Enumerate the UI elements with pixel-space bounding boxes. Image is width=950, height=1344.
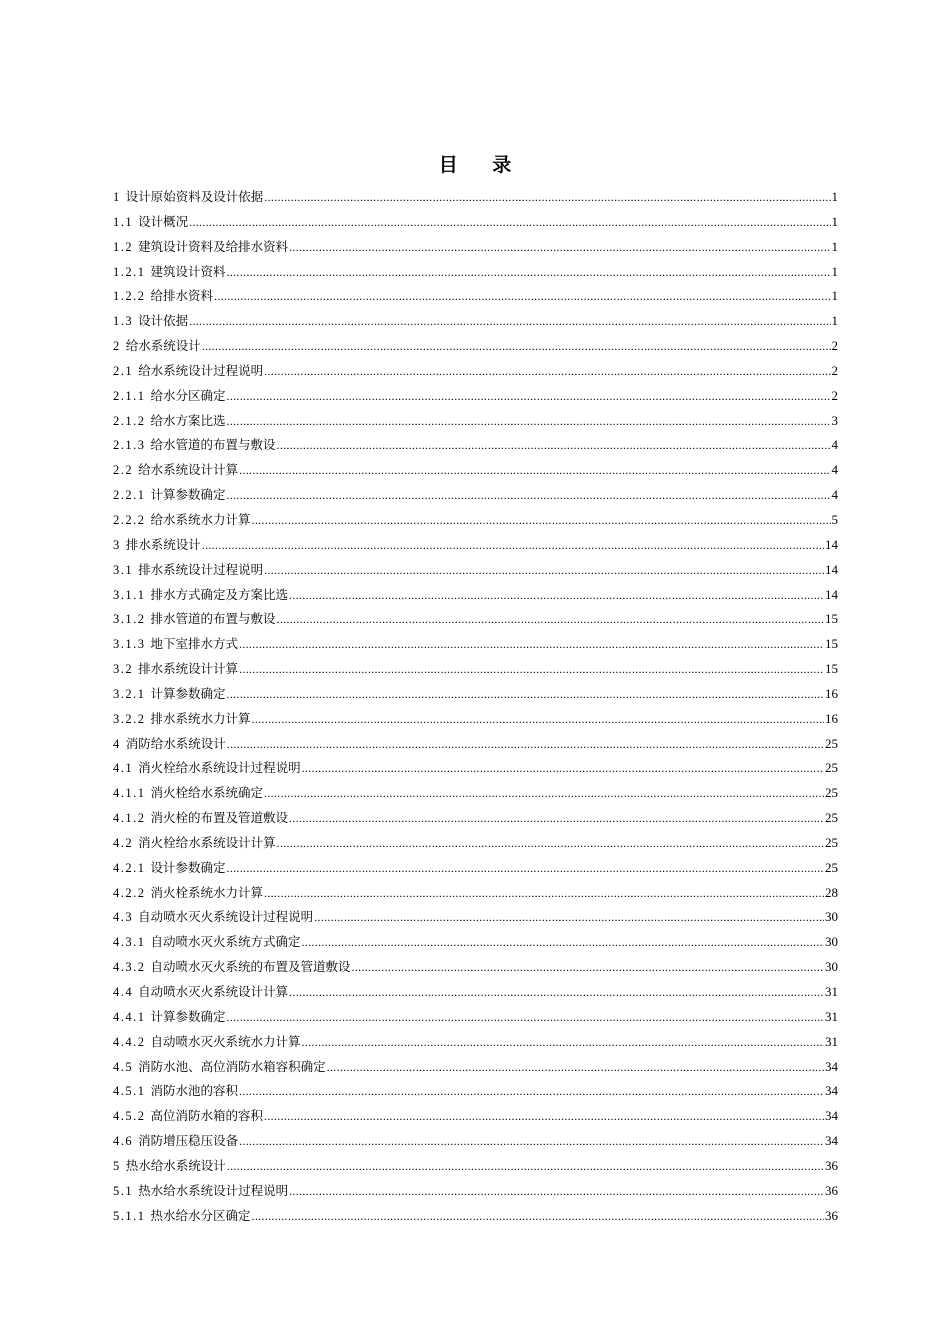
toc-entry[interactable] [113,508,838,533]
toc-entry-number: 5.1 [113,1183,134,1198]
toc-dot-leader [239,657,824,682]
toc-entry-number: 3.2.1 [113,686,146,701]
toc-dot-leader [302,930,824,955]
toc-entry-number: 4.5.1 [113,1084,146,1099]
toc-entry[interactable] [113,1055,838,1080]
toc-dot-leader [227,682,824,707]
toc-entry-number: 4.2 [113,835,134,850]
toc-entry-title: 建筑设计资料 [150,263,226,279]
toc-page-number: 2 [831,387,838,403]
toc-entry-number: 1.2.2 [113,289,146,304]
toc-dot-leader [289,1179,824,1204]
toc-entry[interactable] [113,1005,838,1030]
toc-dot-leader [239,1079,824,1104]
toc-page-number: 15 [825,661,838,677]
toc-entry[interactable] [113,359,838,384]
toc-entry-title: 给水系统水力计算 [150,511,251,527]
table-of-contents [113,185,838,1228]
toc-page-number: 31 [825,1033,838,1049]
toc-entry-number: 2 [113,339,121,354]
toc-entry-number: 3.2.2 [113,711,146,726]
toc-page-number: 14 [825,536,838,552]
toc-entry[interactable] [113,831,838,856]
toc-entry-title: 热水给水分区确定 [150,1207,251,1223]
toc-entry-number: 4.5 [113,1059,134,1074]
toc-entry-title: 消火栓给水系统设计过程说明 [138,760,301,776]
toc-entry[interactable] [113,533,838,558]
toc-entry-number: 4.6 [113,1134,134,1149]
toc-page-number: 16 [825,710,838,726]
toc-entry[interactable] [113,856,838,881]
toc-page-number: 4 [831,487,838,503]
toc-dot-leader [352,955,824,980]
toc-entry-title: 排水方式确定及方案比选 [150,586,289,602]
toc-page-number: 36 [825,1207,838,1223]
toc-page-number: 15 [825,611,838,627]
toc-page-number: 2 [831,362,838,378]
toc-page-number: 25 [825,810,838,826]
toc-entry[interactable] [113,1104,838,1129]
toc-entry-title: 排水系统设计过程说明 [138,561,264,577]
toc-dot-leader [227,732,824,757]
toc-entry[interactable] [113,732,838,757]
toc-entry[interactable] [113,806,838,831]
toc-page-number: 36 [825,1182,838,1198]
toc-dot-leader [289,235,830,260]
toc-entry-number: 3.1.1 [113,587,146,602]
toc-entry[interactable] [113,607,838,632]
toc-entry[interactable] [113,707,838,732]
toc-dot-leader [314,905,824,930]
toc-entry-title: 自动喷水灭火系统水力计算 [150,1033,301,1049]
toc-entry-title: 自动喷水灭火系统设计计算 [138,984,289,999]
toc-dot-leader [264,359,830,384]
toc-entry[interactable] [113,980,838,1005]
toc-dot-leader [277,831,824,856]
toc-entry-number: 3.2 [113,662,134,677]
toc-entry-number: 1.3 [113,314,134,329]
toc-entry[interactable] [113,583,838,608]
toc-dot-leader [302,1030,824,1055]
toc-entry[interactable] [113,955,838,980]
toc-entry-number: 4.2.1 [113,860,146,875]
toc-entry-title: 设计原始资料及设计依据 [125,189,264,204]
toc-entry-title: 消火栓系统水力计算 [150,884,264,900]
toc-entry-number: 2.2.2 [113,512,146,527]
toc-entry-title: 给水系统设计计算 [138,462,239,478]
toc-entry-title: 设计依据 [138,313,189,329]
toc-entry-title: 计算参数确定 [150,685,226,701]
toc-entry-number: 1 [113,190,121,204]
toc-page-number: 31 [825,984,838,999]
toc-entry-number: 4.1 [113,761,134,776]
toc-page-number: 25 [825,735,838,751]
toc-entry[interactable] [113,1030,838,1055]
toc-dot-leader [264,185,830,210]
toc-page-number: 4 [831,437,838,453]
toc-entry[interactable] [113,309,838,334]
toc-page-number: 34 [825,1108,838,1124]
toc-dot-leader [252,707,824,732]
toc-entry-number: 3 [113,537,121,552]
toc-dot-leader [289,980,824,1005]
toc-entry-title: 计算参数确定 [150,1008,226,1024]
toc-entry[interactable] [113,558,838,583]
toc-entry[interactable] [113,905,838,930]
toc-entry[interactable] [113,433,838,458]
toc-entry-title: 设计概况 [138,213,189,229]
toc-dot-leader [264,881,824,906]
toc-dot-leader [202,334,831,359]
toc-entry-title: 给水系统设计 [125,338,201,354]
toc-entry[interactable] [113,657,838,682]
toc-entry-title: 给排水资料 [150,288,214,304]
toc-page-number: 16 [825,685,838,701]
toc-entry[interactable] [113,284,838,309]
toc-page-number: 3 [831,412,838,428]
toc-dot-leader [277,433,831,458]
toc-entry-number: 1.2.1 [113,264,146,279]
toc-page-number: 4 [831,462,838,478]
toc-dot-leader [227,483,831,508]
toc-entry-number: 4.4.1 [113,1009,146,1024]
toc-entry[interactable] [113,334,838,359]
toc-entry[interactable] [113,185,838,210]
toc-page-number: 1 [831,313,838,329]
toc-page-number: 34 [825,1133,838,1149]
toc-entry-title: 给水分区确定 [150,387,226,403]
toc-page-number: 25 [825,785,838,801]
toc-entry-title: 自动喷水灭火系统方式确定 [150,934,301,950]
toc-entry-number: 4 [113,736,121,751]
toc-entry[interactable] [113,881,838,906]
toc-dot-leader [289,806,824,831]
toc-entry[interactable] [113,1179,838,1204]
toc-entry-title: 排水系统水力计算 [150,710,251,726]
toc-dot-leader [239,458,830,483]
toc-page-number: 14 [825,586,838,602]
toc-dot-leader [227,409,831,434]
toc-entry-title: 地下室排水方式 [150,636,239,652]
toc-dot-leader [239,1129,824,1154]
toc-dot-leader [264,781,824,806]
toc-entry-title: 排水管道的布置与敷设 [150,611,276,627]
toc-entry-number: 4.3.1 [113,935,146,950]
toc-entry-title: 消防水池、高位消防水箱容积确定 [138,1058,326,1074]
toc-entry[interactable] [113,409,838,434]
toc-page-number: 1 [831,263,838,279]
toc-dot-leader [189,210,830,235]
toc-entry-title: 自动喷水灭火系统设计过程说明 [138,909,314,925]
toc-entry-title: 排水系统设计 [125,536,201,552]
toc-entry-title: 热水给水系统设计 [125,1157,226,1173]
toc-entry[interactable] [113,756,838,781]
toc-page-number: 30 [825,934,838,950]
toc-entry-number: 3.1 [113,562,134,577]
toc-entry-number: 2.1.3 [113,438,146,453]
toc-entry-number: 4.1.1 [113,786,146,801]
toc-entry-number: 2.1 [113,363,134,378]
toc-dot-leader [227,1154,824,1179]
toc-dot-leader [214,284,830,309]
toc-dot-leader [227,260,831,285]
toc-entry-title: 消火栓的布置及管道敷设 [150,810,289,826]
toc-entry[interactable] [113,682,838,707]
toc-page-number: 34 [825,1083,838,1099]
toc-page-number: 30 [825,959,838,975]
toc-dot-leader [202,533,824,558]
toc-page-number: 1 [831,288,838,304]
toc-entry[interactable] [113,235,838,260]
toc-entry-title: 排水系统设计计算 [138,661,239,677]
toc-entry-number: 5.1.1 [113,1208,146,1223]
toc-page-number: 25 [825,859,838,875]
toc-dot-leader [264,558,824,583]
toc-entry-title: 建筑设计资料及给排水资料 [138,238,289,254]
toc-page-number: 25 [825,760,838,776]
toc-page-number: 2 [831,338,838,354]
toc-page-number: 14 [825,561,838,577]
toc-dot-leader [327,1055,824,1080]
toc-entry-title: 给水管道的布置与敷设 [150,437,276,453]
toc-entry-number: 1.2 [113,239,134,254]
toc-entry-title: 计算参数确定 [150,487,226,503]
toc-entry-title: 给水系统设计过程说明 [138,362,264,378]
toc-dot-leader [289,583,824,608]
toc-entry-title: 设计参数确定 [150,859,226,875]
toc-entry[interactable] [113,781,838,806]
toc-entry-number: 1.1 [113,214,134,229]
toc-entry-number: 4.3.2 [113,960,146,975]
toc-dot-leader [239,632,824,657]
toc-entry-number: 5 [113,1158,121,1173]
toc-entry[interactable] [113,483,838,508]
toc-entry-title: 热水给水系统设计过程说明 [138,1182,289,1198]
toc-dot-leader [264,1104,824,1129]
toc-entry-number: 3.1.2 [113,612,146,627]
toc-page-number: 1 [831,213,838,229]
toc-entry-title: 消火栓给水系统设计计算 [138,834,276,850]
toc-dot-leader [302,756,824,781]
page-title: 目 录 [438,154,526,176]
toc-entry-number: 2.2.1 [113,488,146,503]
toc-entry-title: 自动喷水灭火系统的布置及管道敷设 [150,959,351,975]
toc-dot-leader [252,1204,824,1229]
toc-page-number: 28 [825,884,838,900]
toc-entry-number: 3.1.3 [113,637,146,652]
toc-entry[interactable] [113,458,838,483]
toc-dot-leader [277,607,824,632]
toc-entry[interactable] [113,1129,838,1154]
toc-entry-title: 消火栓给水系统确定 [150,785,264,801]
toc-page-number: 1 [831,238,838,254]
toc-page-number: 25 [825,834,838,850]
toc-page-number: 15 [825,636,838,652]
toc-page-number: 5 [831,511,838,527]
toc-entry-number: 4.1.2 [113,811,146,826]
toc-dot-leader [227,384,831,409]
toc-entry-number: 2.1.1 [113,388,146,403]
toc-page-number: 36 [825,1157,838,1173]
toc-entry-title: 高位消防水箱的容积 [150,1108,264,1124]
toc-dot-leader [227,856,824,881]
toc-entry[interactable] [113,210,838,235]
toc-page-number: 31 [825,1008,838,1024]
toc-entry-title: 消防水池的容积 [150,1083,239,1099]
toc-page-number: 34 [825,1058,838,1074]
toc-entry-title: 消防给水系统设计 [125,735,226,751]
toc-entry-number: 2.2 [113,463,134,478]
toc-entry[interactable] [113,1154,838,1179]
toc-entry[interactable] [113,1079,838,1104]
toc-dot-leader [189,309,830,334]
toc-entry-number: 4.5.2 [113,1109,146,1124]
toc-entry-number: 4.2.2 [113,885,146,900]
toc-entry[interactable] [113,1204,838,1229]
toc-page-number: 1 [831,189,838,204]
toc-dot-leader [227,1005,824,1030]
toc-entry-number: 4.4.2 [113,1034,146,1049]
toc-entry-number: 2.1.2 [113,413,146,428]
toc-entry-number: 4.4 [113,985,134,999]
toc-entry[interactable] [113,260,838,285]
toc-entry[interactable] [113,384,838,409]
toc-dot-leader [252,508,831,533]
toc-page-number: 30 [825,909,838,925]
toc-entry-number: 4.3 [113,910,134,925]
toc-entry-title: 消防增压稳压设备 [138,1133,239,1149]
toc-entry[interactable] [113,930,838,955]
toc-entry-title: 给水方案比选 [150,412,226,428]
toc-entry[interactable] [113,632,838,657]
